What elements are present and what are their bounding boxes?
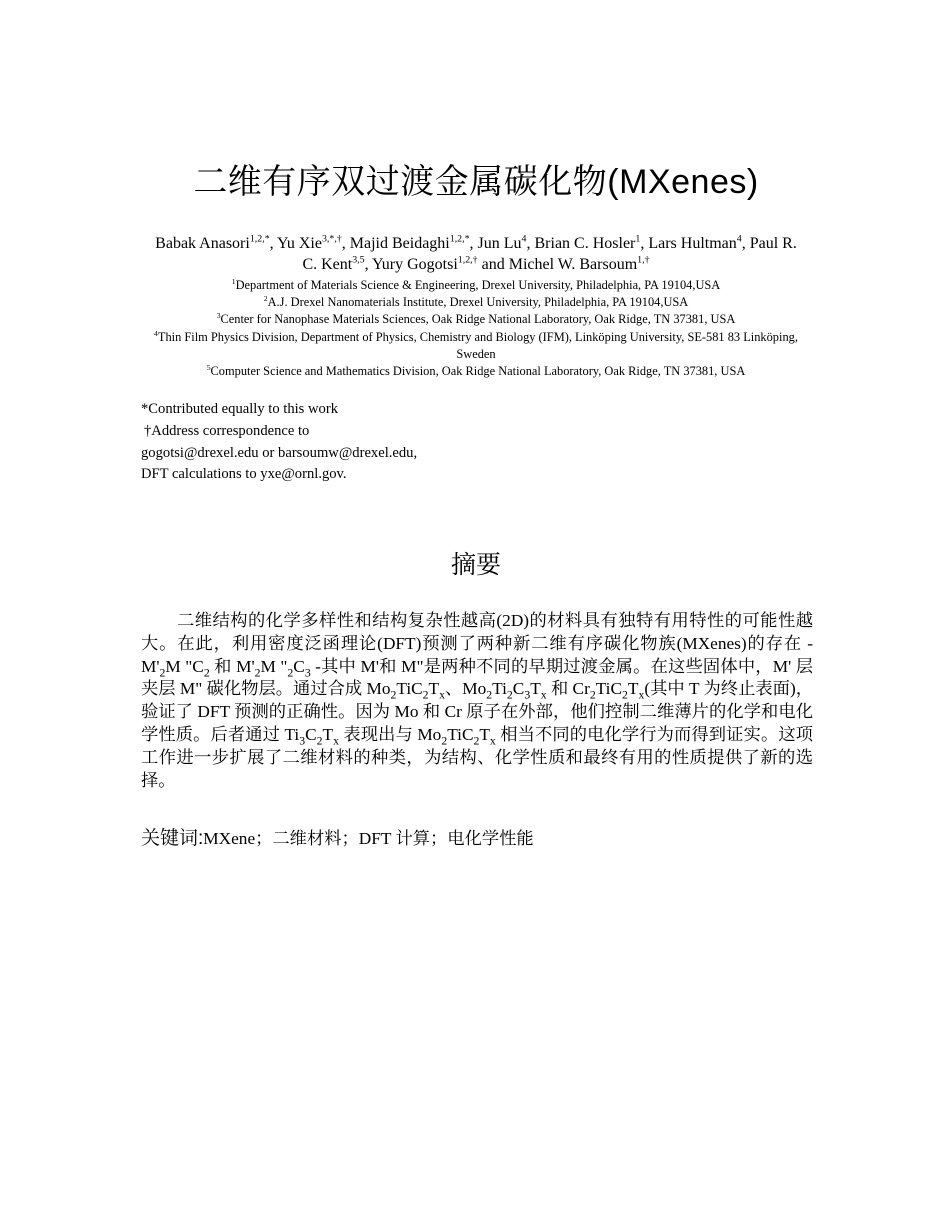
author: Majid Beidaghi$^{1,2,*}$, (349, 233, 478, 252)
affiliation-list (150, 277, 802, 380)
author: Brian C. Hosler$^1$, (534, 233, 649, 252)
equal-contribution-note: *Contributed equally to this work (141, 401, 338, 417)
affiliation: $^1$Department of Materials Science & Engineering, Drexel University, Philadelphia, PA 19104,USA (231, 276, 721, 292)
author: Michel W. Barsoum$^{1,\dagger}$ (508, 254, 650, 273)
affiliation: $^3$Center for Nanophase Materials Sciences, Oak Ridge National Laboratory, Oak Ridge, TN 37381, USA (216, 311, 736, 327)
correspondence-notes (141, 399, 801, 484)
author: Paul R. C. Kent$^{3,5}$, (302, 235, 797, 273)
author: Yu Xie$^{3,*,\dagger}$, (277, 233, 350, 252)
abstract-text: 二维结构的化学多样性和结构复杂性越高(2D)的材料具有独特有用特性的可能性越大。在此，利用密度泛函理论(DFT)预测了两种新二维有序碳化物族(MXenes)的存在 - $M'_2M$ "$C_2$ 和 $M'_2M$ "$_2C_3$ -其中 M'和 M"是两种不同的早期过渡金属。在这些固体中，M' 层夹层 M" 碳化物层。通过合成 $Mo_2TiC_2T_x$、$Mo_2Ti_2C_3T_x$ 和 $Cr_2TiC_2T_x$(其中 T 为终止表面)，验证了 DFT 预测的正确性。因为 Mo 和 Cr 原子在外部，他们控制二维薄片的化学和电化学性质。后者通过 $Ti_3C_2T_x$ 表现出与 $Mo_2TiC_2T_x$ 相当不同的电化学行为而得到证实。这项工作进一步扩展了二维材料的种类，为结构、化学性质和最终有用的性质提供了新的选择。 (141, 611, 813, 790)
keywords (141, 826, 813, 852)
paper-title: 二维有序双过渡金属碳化物(MXenes) (193, 163, 759, 201)
dft-contact: DFT calculations to yxe@ornl.gov. (141, 465, 347, 482)
affiliation: $^4$Thin Film Physics Division, Department of Physics, Chemistry and Biology (IFM), Linköping University, SE-581 83 Linköping, Sweden (154, 328, 798, 361)
correspondence-note: †Address correspondence to (144, 423, 310, 439)
author: Yury Gogotsi$^{1,2,\dagger}$ and (372, 254, 509, 273)
abstract-heading: 摘要 (450, 551, 501, 579)
keywords-text: MXene；二维材料；DFT 计算；电化学性能 (203, 829, 534, 848)
keywords-label: 关键词: (141, 828, 204, 849)
author: Lars Hultman$^4$, (648, 233, 750, 252)
affiliation: $^5$Computer Science and Mathematics Division, Oak Ridge National Laboratory, Oak Ridge, TN 37381, USA (206, 362, 746, 379)
author: Babak Anasori$^{1,2,*}$, (155, 233, 278, 252)
correspondence-emails: gogotsi@drexel.edu or barsoumw@drexel.edu, (141, 445, 418, 461)
author-list (150, 233, 802, 275)
author: Jun Lu$^4$, (477, 233, 535, 252)
affiliation: $^2$A.J. Drexel Nanomaterials Institute, Drexel University, Philadelphia, PA 19104,USA (263, 294, 689, 310)
